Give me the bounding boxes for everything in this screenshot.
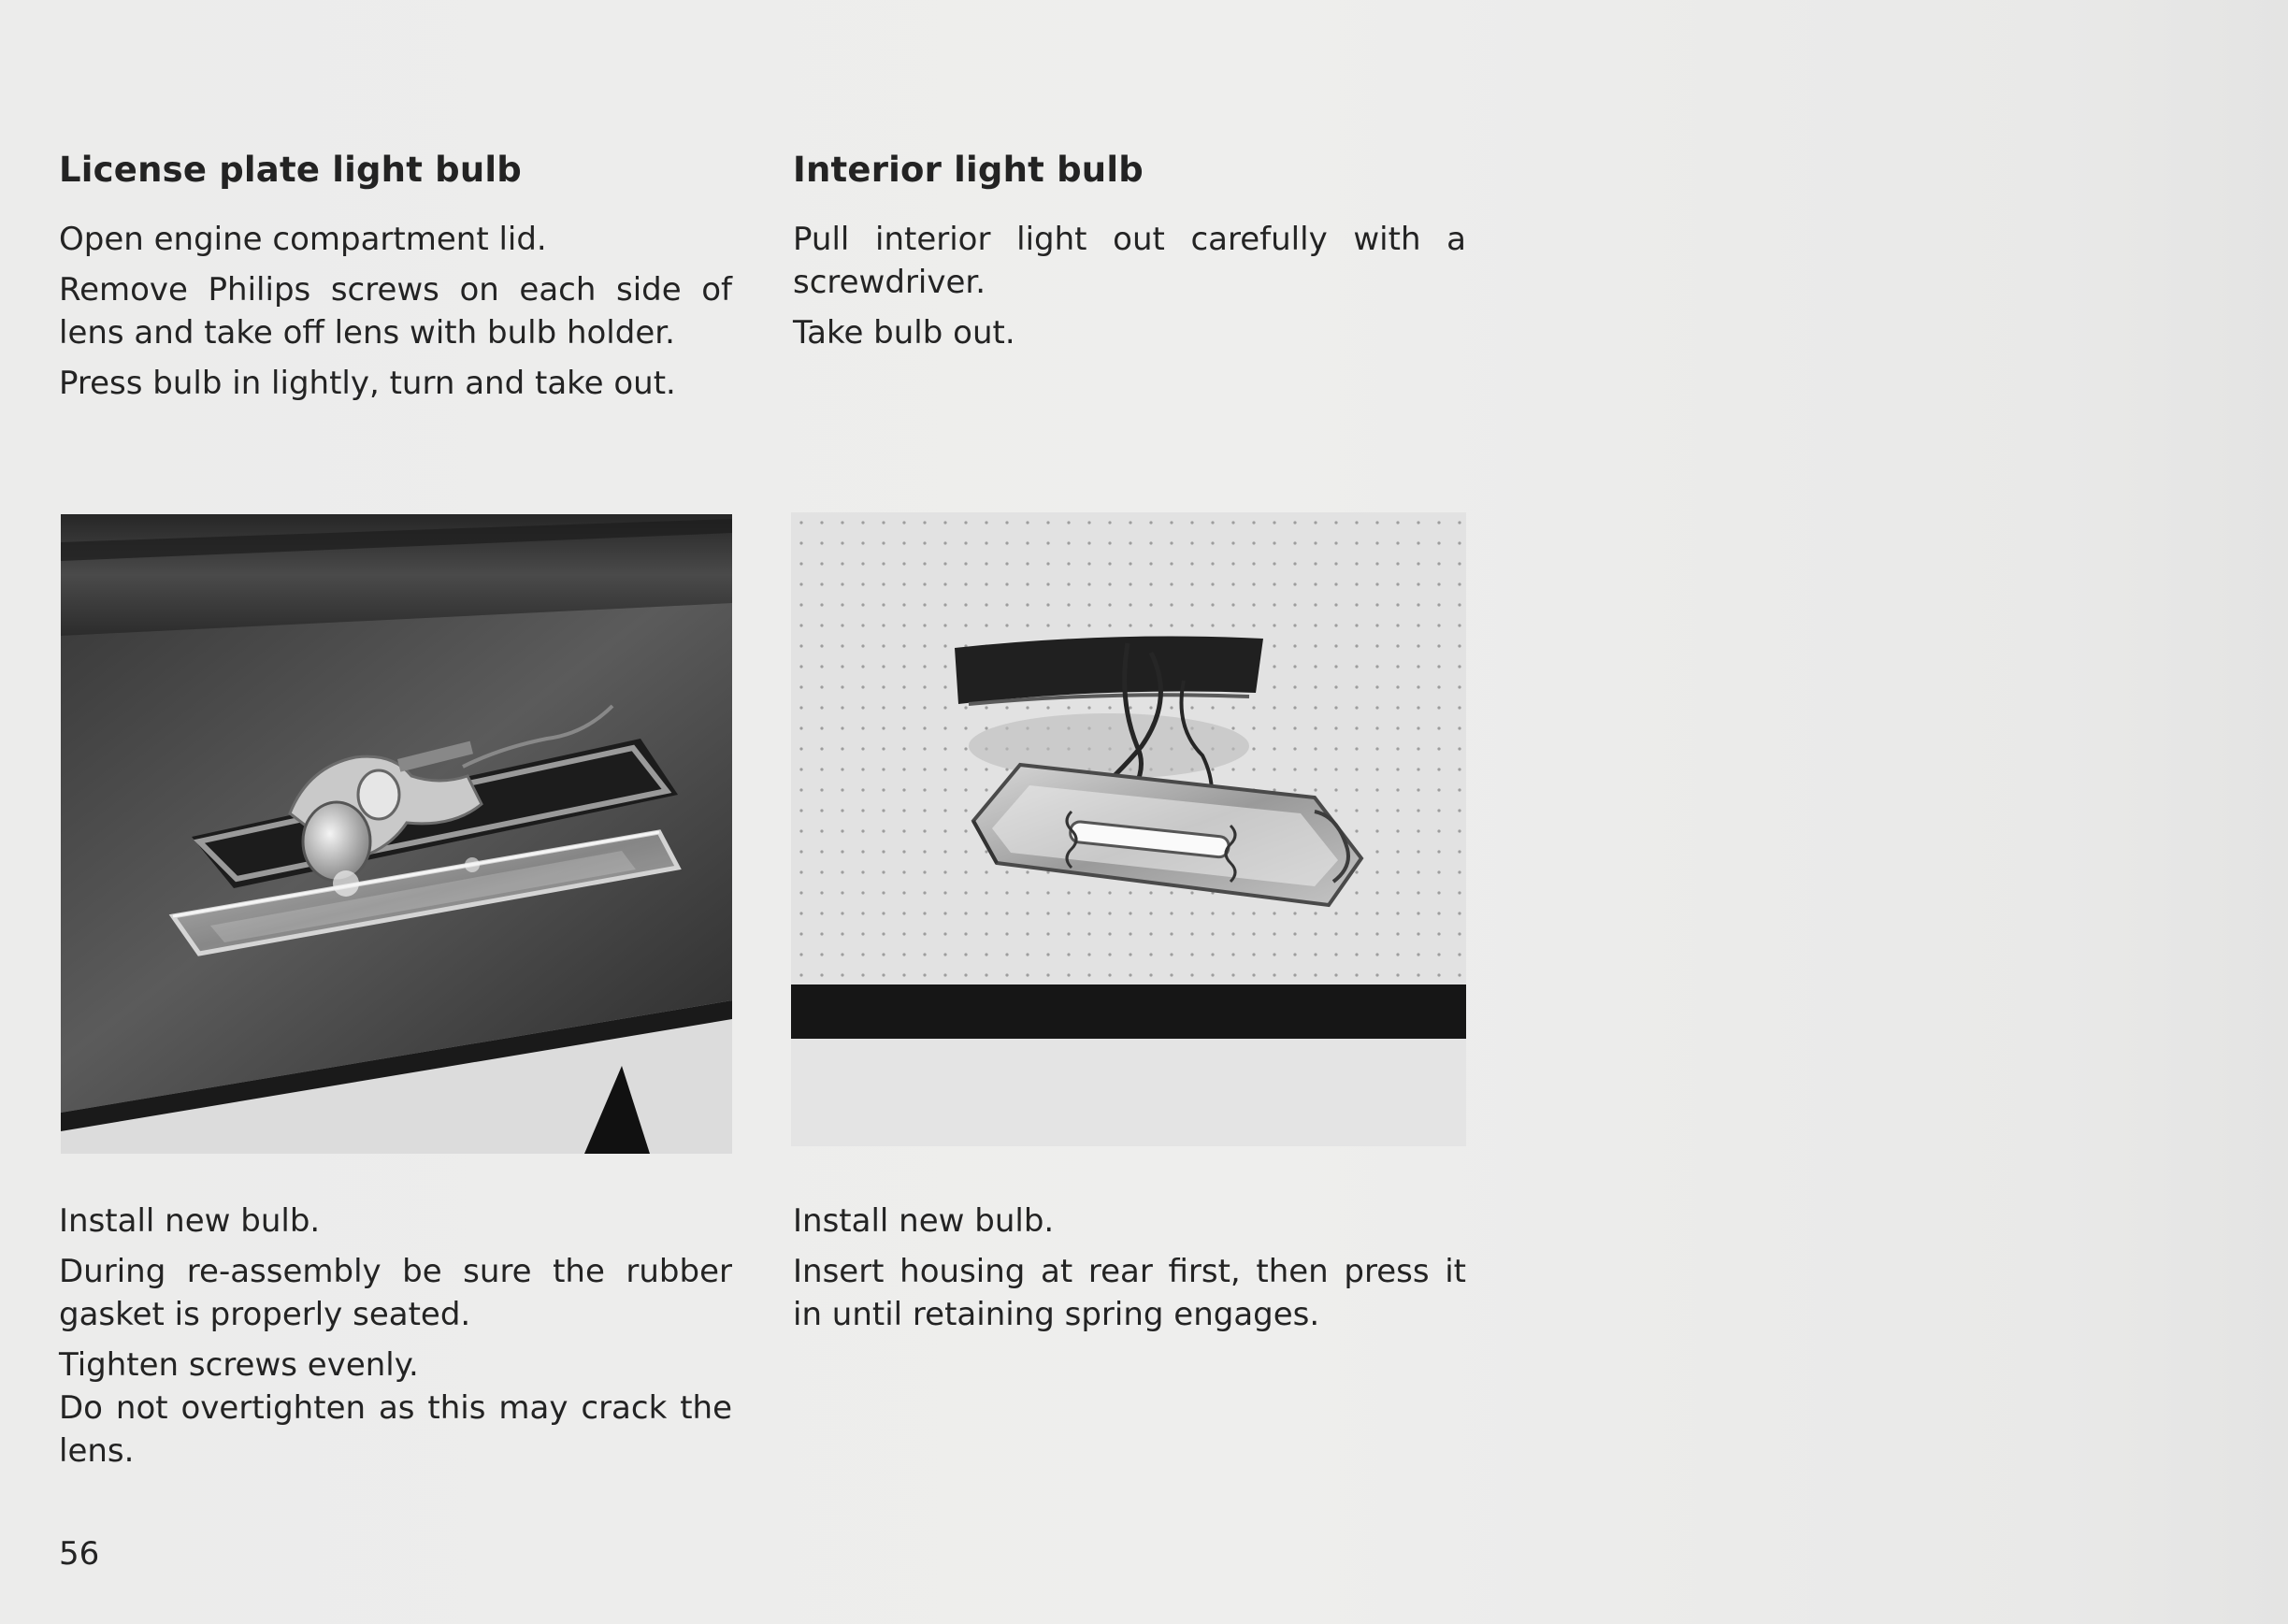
- step-text: Take bulb out.: [793, 314, 1015, 352]
- license-plate-heading: License plate light bulb: [59, 150, 522, 190]
- step-text: During re-assembly be sure the rubber gasket is properly seated.: [59, 1253, 732, 1333]
- step-text: Press bulb in lightly, turn and take out.: [59, 365, 676, 402]
- interior-light-install-steps: [793, 1200, 1466, 1344]
- step-text: Open engine compartment lid.: [59, 221, 547, 258]
- license-plate-removal-steps: [59, 218, 732, 412]
- page-number: 56: [59, 1535, 100, 1573]
- interior-light-photo: [791, 512, 1466, 1146]
- step-text: Pull interior light out carefully with a screwdriver.: [793, 221, 1466, 301]
- step-text: Tighten screws evenly.: [59, 1346, 419, 1384]
- step-text: Install new bulb.: [59, 1202, 321, 1240]
- step-text: Insert housing at rear first, then press it in until retaining spring engages.: [793, 1253, 1466, 1333]
- interior-light-heading: Interior light bulb: [793, 150, 1144, 190]
- step-text: Do not overtighten as this may crack the lens.: [59, 1389, 732, 1470]
- step-text: Remove Philips screws on each side of lens and take off lens with bulb holder.: [59, 271, 732, 352]
- step-text: Install new bulb.: [793, 1202, 1055, 1240]
- interior-light-removal-steps: [793, 218, 1466, 362]
- license-plate-install-steps: [59, 1200, 732, 1480]
- license-plate-light-photo: [61, 514, 732, 1154]
